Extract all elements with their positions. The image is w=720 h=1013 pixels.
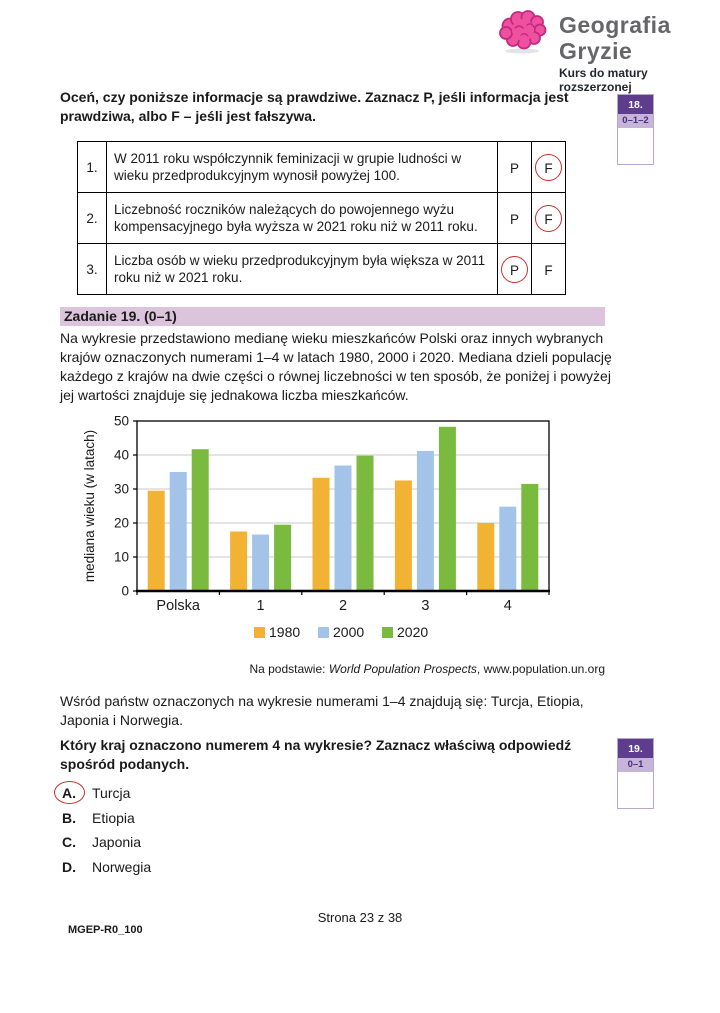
statement-text: W 2011 roku współczynnik feminizacji w grupie ludności w wieku przedprodukcyjnym wynosił powyżej 100. [107,142,498,193]
true-false-table [77,141,566,295]
legend-swatch-2020 [382,627,393,638]
countries-note: Wśród państw oznaczonych na wykresie numerami 1–4 znajdują się: Turcja, Etiopia, Japonia i Norwegia. [60,693,584,728]
option-label[interactable]: Norwegia [92,858,152,875]
legend-swatch-1980 [254,627,265,638]
chart-source [60,662,605,676]
pf-table-body [78,142,566,295]
bar-1-2020 [274,525,291,591]
option-label[interactable]: Turcja [92,785,131,802]
row-number: 2. [78,193,107,244]
svg-text:40: 40 [113,447,129,463]
bar-3-1980 [395,481,412,592]
badge-score-box [618,772,653,808]
svg-text:30: 30 [113,481,129,497]
option-letter[interactable]: D. [62,858,76,875]
brain-icon [497,8,549,59]
svg-text:50: 50 [113,413,129,429]
svg-text:10: 10 [113,549,129,565]
bar-2-2020 [357,456,374,591]
bar-4-2020 [521,484,538,591]
badge-task-number: 18. [618,95,653,114]
table-row [78,142,566,193]
svg-text:0: 0 [121,583,129,599]
selected-answer-circle[interactable]: P [501,256,528,283]
svg-text:Polska: Polska [156,598,200,614]
brand-title: Geografia Gryzie [559,12,671,64]
svg-text:1: 1 [256,598,265,614]
answer-letter[interactable]: P [509,160,519,176]
bar-3-2000 [417,451,434,591]
score-badge-18 [617,94,654,165]
svg-text:2: 2 [338,598,348,614]
answer-option[interactable] [62,830,151,855]
bar-1-2000 [252,535,269,591]
option-letter[interactable]: C. [62,834,76,851]
answer-letter[interactable]: F [544,262,553,278]
bar-2-2000 [335,466,352,591]
badge-points-scale: 0–1–2 [618,114,653,128]
table-row [78,244,566,295]
source-title: World Population Prospects [328,662,477,676]
source-prefix: Na podstawie: [249,662,329,676]
selected-answer-circle[interactable]: F [535,154,562,181]
option-letter[interactable]: A. [62,785,84,801]
answer-option[interactable] [62,806,151,831]
bar-Polska-2020 [192,449,209,591]
chart-canvas [80,408,585,648]
badge-points-scale: 0–1 [618,758,653,772]
answer-false-cell[interactable] [532,193,566,244]
option-letter[interactable]: B. [62,809,76,826]
table-row [78,193,566,244]
svg-text:4: 4 [503,598,512,614]
bar-2-1980 [313,478,330,591]
median-age-bar-chart [80,408,585,648]
exam-sheet-code: MGEP-R0_100 [68,924,143,936]
answer-option[interactable] [62,855,151,880]
task19-intro: Na wykresie przedstawiono medianę wieku mieszkańców Polski oraz innych wybranych krajów oznaczonych numerami 1–4 w latach 1980, 2000 i 2020. Mediana dzieli populację każdego z krajów na dwie części o równej liczebności w ten sposób, że poniżej i powyżej jej wartości znajduje się jednakowa liczba mieszkańców. [60,330,612,403]
brand-header [497,8,720,94]
bar-Polska-1980 [148,491,165,591]
svg-text:3: 3 [421,598,430,614]
bar-3-2020 [439,427,456,591]
bar-1-1980 [230,532,247,592]
task19-heading: Zadanie 19. (0–1) [60,307,605,326]
answer-true-cell[interactable] [498,244,532,295]
answer-false-cell[interactable] [532,142,566,193]
bar-Polska-2000 [170,472,187,591]
task18-instruction: Oceń, czy poniższe informacje są prawdziwe. Zaznacz P, jeśli informacja jest prawdziwa, albo F – jeśli jest fałszywa. [60,89,569,124]
svg-text:2020: 2020 [397,624,429,640]
svg-text:1980: 1980 [269,624,301,640]
answer-true-cell[interactable] [498,142,532,193]
option-label[interactable]: Japonia [92,834,142,851]
page-number: Strona 23 z 38 [317,910,403,925]
svg-text:mediana wieku (w latach): mediana wieku (w latach) [82,429,97,583]
answer-letter[interactable]: P [509,211,519,227]
badge-score-box [618,128,653,164]
brand-subtitle: Kurs do matury rozszerzonej [559,66,648,94]
statement-text: Liczba osób w wieku przedprodukcyjnym była większa w 2011 roku niż w 2021 roku. [107,244,498,295]
option-label[interactable]: Etiopia [92,809,135,826]
score-badge-19 [617,738,654,809]
row-number: 3. [78,244,107,295]
row-number: 1. [78,142,107,193]
task19-question: Który kraj oznaczono numerem 4 na wykresie? Zaznacz właściwą odpowiedź spośród podanych. [60,737,572,772]
bar-4-1980 [477,523,494,591]
source-url: , www.population.un.org [476,662,605,676]
answer-options [62,781,151,879]
statement-text: Liczebność roczników należących do powojennego wyżu kompensacyjnego była wyższa w 2021 roku niż w 2011 roku. [107,193,498,244]
answer-option[interactable] [62,781,151,806]
badge-task-number: 19. [618,739,653,758]
answer-false-cell[interactable] [532,244,566,295]
selected-answer-circle[interactable]: F [535,205,562,232]
selected-answer-circle [54,781,85,804]
bar-4-2000 [499,507,516,591]
answer-true-cell[interactable] [498,193,532,244]
svg-text:20: 20 [113,515,129,531]
legend-swatch-2000 [318,627,329,638]
svg-text:2000: 2000 [333,624,365,640]
